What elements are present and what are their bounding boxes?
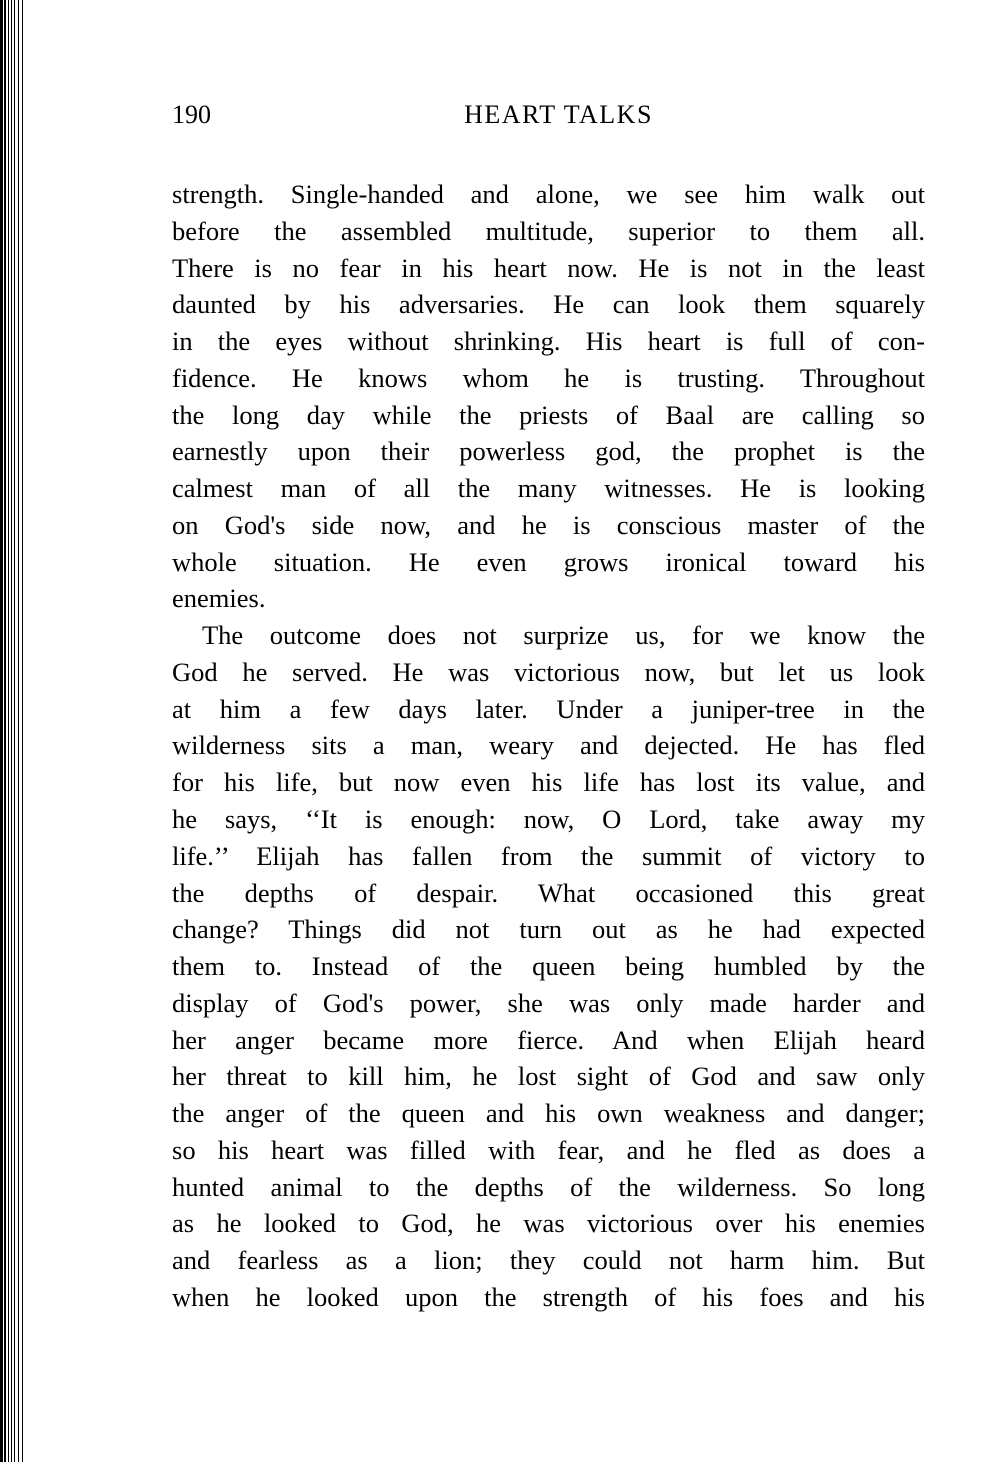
text-line: in the eyes without shrinking. His heart is full of con-: [172, 326, 925, 357]
text-line: change? Things did not turn out as he had expected: [172, 914, 925, 945]
paragraph: [172, 176, 925, 617]
text-line: he says, ‘‘It is enough: now, O Lord, take away my: [172, 804, 925, 835]
text-line: as he looked to God, he was victorious over his enemies: [172, 1208, 925, 1239]
text-line: fidence. He knows whom he is trusting. Throughout: [172, 362, 925, 393]
text-line: The outcome does not surprize us, for we know the: [202, 620, 925, 651]
text-line: life.’’ Elijah has fallen from the summit of victory to: [172, 840, 925, 871]
paragraph: [172, 617, 925, 1316]
text-line: her threat to kill him, he lost sight of God and saw only: [172, 1061, 925, 1092]
text-line: and fearless as a lion; they could not harm him. But: [172, 1245, 925, 1276]
text-line: them to. Instead of the queen being humbled by the: [172, 951, 925, 982]
text-line: at him a few days later. Under a juniper-tree in the: [172, 693, 925, 724]
book-binding-edge: [0, 0, 26, 1462]
running-title: HEART TALKS: [464, 100, 653, 129]
text-line: daunted by his adversaries. He can look them squarely: [172, 289, 925, 320]
text-line: the depths of despair. What occasioned this great: [172, 877, 925, 908]
text-line: hunted animal to the depths of the wilderness. So long: [172, 1171, 925, 1202]
text-line: whole situation. He even grows ironical toward his: [172, 546, 925, 577]
page-header: [172, 100, 925, 140]
text-line: There is no fear in his heart now. He is not in the least: [172, 252, 925, 283]
text-line: before the assembled multitude, superior to them all.: [172, 215, 925, 246]
text-line: earnestly upon their powerless god, the prophet is the: [172, 436, 925, 467]
text-line: the anger of the queen and his own weakness and danger;: [172, 1098, 925, 1129]
text-line: enemies.: [172, 583, 266, 614]
text-line: so his heart was filled with fear, and he fled as does a: [172, 1134, 925, 1165]
text-line: God he served. He was victorious now, but let us look: [172, 656, 925, 687]
text-line: on God's side now, and he is conscious master of the: [172, 509, 925, 540]
text-line: display of God's power, she was only made harder and: [172, 987, 925, 1018]
text-line: her anger became more fierce. And when Elijah heard: [172, 1024, 925, 1055]
page-number: 190: [172, 100, 211, 129]
text-line: for his life, but now even his life has lost its value, and: [172, 767, 925, 798]
text-line: the long day while the priests of Baal are calling so: [172, 399, 925, 430]
text-line: strength. Single-handed and alone, we see him walk out: [172, 179, 925, 209]
text-line: wilderness sits a man, weary and dejected. He has fled: [172, 730, 925, 761]
text-line: when he looked upon the strength of his foes and his: [172, 1281, 925, 1312]
text-line: calmest man of all the many witnesses. He is looking: [172, 473, 925, 504]
page-body: [172, 176, 925, 1316]
